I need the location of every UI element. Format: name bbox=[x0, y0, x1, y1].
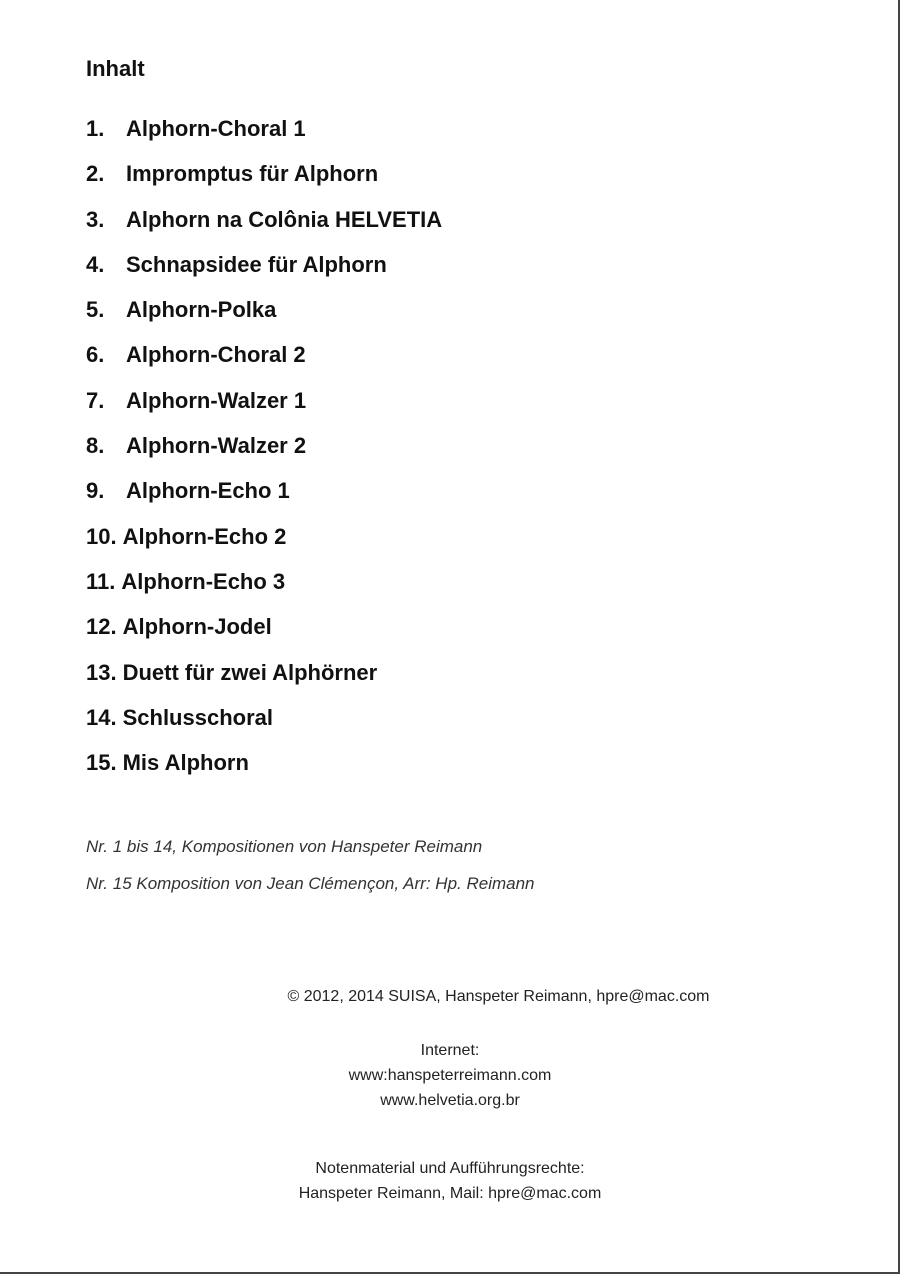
toc-number: 5. bbox=[86, 297, 105, 323]
toc-title: Alphorn-Jodel bbox=[122, 614, 272, 640]
toc-item-2 bbox=[86, 161, 442, 206]
toc-item-12 bbox=[86, 614, 442, 659]
rights-section bbox=[0, 1156, 900, 1206]
note-line: Nr. 1 bis 14, Kompositionen von Hanspeter Reimann bbox=[86, 837, 483, 856]
rights-contact: Hanspeter Reimann, Mail: hpre@mac.com bbox=[298, 1185, 602, 1202]
toc-title: Alphorn-Choral 1 bbox=[126, 116, 306, 141]
toc-item-4 bbox=[86, 252, 442, 297]
toc-item-13 bbox=[86, 660, 442, 705]
toc-item-3 bbox=[86, 207, 442, 252]
composition-notes bbox=[86, 836, 535, 910]
website-link-helvetia: www.helvetia.org.br bbox=[380, 1092, 520, 1109]
toc-title: Alphorn-Polka bbox=[126, 297, 277, 323]
toc-title: Alphorn-Echo 3 bbox=[121, 568, 286, 594]
toc-number: 3. bbox=[86, 206, 105, 232]
toc-number: 2. bbox=[86, 161, 105, 187]
toc-number: 4. bbox=[86, 251, 105, 277]
toc-number: 1. bbox=[86, 116, 105, 141]
toc-number: 13. bbox=[86, 659, 117, 685]
website-link-hanspeterreimann: www:hanspeterreimann.com bbox=[348, 1067, 552, 1084]
toc-number: 8. bbox=[86, 433, 105, 459]
toc-item-5 bbox=[86, 297, 442, 342]
toc-title: Alphorn-Echo 2 bbox=[122, 523, 287, 549]
toc-title: Schnapsidee für Alphorn bbox=[126, 251, 387, 277]
toc-number: 6. bbox=[86, 342, 105, 368]
toc-number: 14. bbox=[86, 704, 117, 730]
toc-title: Schlusschoral bbox=[122, 704, 273, 730]
copyright-notice bbox=[0, 988, 900, 1006]
toc-title: Alphorn na Colônia HELVETIA bbox=[126, 206, 443, 232]
toc-item-10 bbox=[86, 524, 442, 569]
toc-item-15 bbox=[86, 750, 442, 795]
rights-label: Notenmaterial und Aufführungsrechte: bbox=[315, 1160, 585, 1177]
toc-title: Alphorn-Walzer 1 bbox=[126, 387, 307, 413]
toc-title: Alphorn-Choral 2 bbox=[126, 342, 306, 368]
toc-number: 11. bbox=[86, 568, 116, 594]
toc-item-7 bbox=[86, 388, 442, 433]
page-title: Inhalt bbox=[86, 56, 145, 81]
internet-label: Internet: bbox=[420, 1042, 480, 1059]
copyright-text: © 2012, 2014 SUISA, Hanspeter Reimann, hpre@mac.com bbox=[287, 988, 710, 1005]
toc-number: 12. bbox=[86, 614, 117, 640]
internet-section bbox=[0, 1038, 900, 1113]
toc-number: 9. bbox=[86, 478, 105, 504]
toc-item-11 bbox=[86, 569, 442, 614]
note-line: Nr. 15 Komposition von Jean Clémençon, Arr: Hp. Reimann bbox=[86, 874, 535, 893]
toc-title: Alphorn-Walzer 2 bbox=[126, 433, 307, 459]
toc-number: 7. bbox=[86, 387, 105, 413]
toc-title: Duett für zwei Alphörner bbox=[122, 659, 378, 685]
toc-item-1 bbox=[86, 116, 442, 161]
toc-item-9 bbox=[86, 478, 442, 523]
toc-item-8 bbox=[86, 433, 442, 478]
toc-title: Mis Alphorn bbox=[122, 750, 249, 776]
table-of-contents bbox=[86, 116, 442, 795]
toc-title: Impromptus für Alphorn bbox=[126, 161, 379, 187]
toc-item-6 bbox=[86, 342, 442, 387]
toc-title: Alphorn-Echo 1 bbox=[126, 478, 290, 504]
toc-number: 10. bbox=[86, 523, 117, 549]
toc-number: 15. bbox=[86, 750, 117, 776]
toc-item-14 bbox=[86, 705, 442, 750]
